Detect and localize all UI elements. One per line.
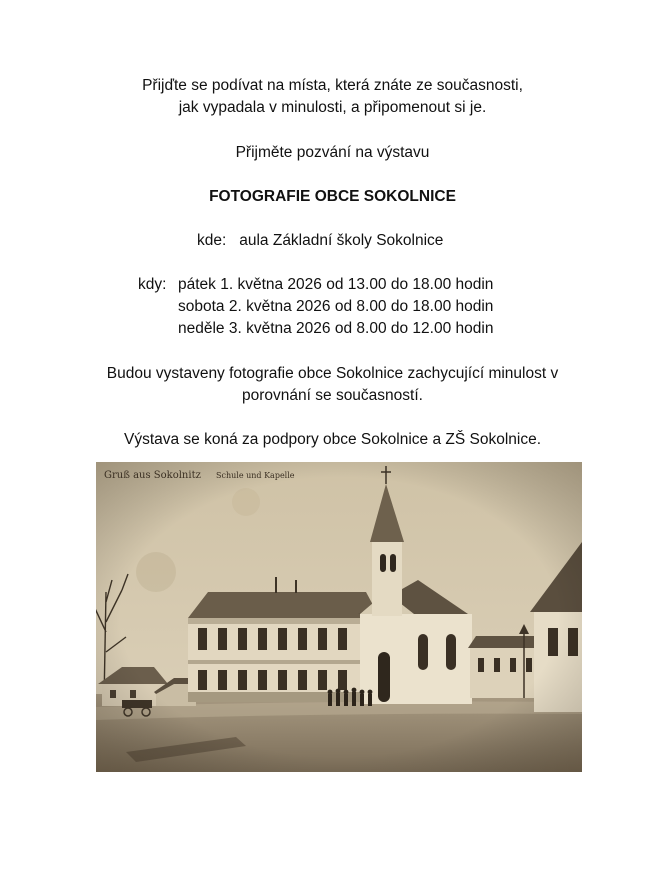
support-text: Výstava se koná za podpory obce Sokolnice a ZŠ Sokolnice. bbox=[123, 431, 542, 448]
when-date-2: sobota 2. května 2026 od 8.00 do 18.00 hodin bbox=[178, 298, 494, 315]
where-label: kde: bbox=[197, 232, 227, 249]
where-row bbox=[197, 232, 443, 250]
exhibition-title: FOTOGRAFIE OBCE SOKOLNICE bbox=[209, 188, 456, 205]
when-date-3: neděle 3. května 2026 od 8.00 do 12.00 hodin bbox=[178, 320, 494, 337]
description-line-2: porovnání se současností. bbox=[242, 387, 423, 404]
description-line-1: Budou vystaveny fotografie obce Sokolnice zachycující minulost v bbox=[106, 365, 559, 382]
postcard-caption-right: Schule und Kapelle bbox=[216, 471, 295, 480]
historic-postcard-photo bbox=[96, 462, 582, 772]
when-date-1: pátek 1. května 2026 od 13.00 do 18.00 hodin bbox=[178, 276, 494, 293]
intro-line-2: jak vypadala v minulosti, a připomenout si je. bbox=[178, 99, 487, 116]
invitation-text: Přijměte pozvání na výstavu bbox=[235, 144, 430, 161]
when-label: kdy: bbox=[138, 276, 167, 293]
where-value: aula Základní školy Sokolnice bbox=[239, 232, 444, 249]
postcard-caption-left: Gruß aus Sokolnitz bbox=[104, 470, 201, 481]
intro-line-1: Přijďte se podívat na místa, která znáte ze současnosti, bbox=[142, 77, 523, 94]
